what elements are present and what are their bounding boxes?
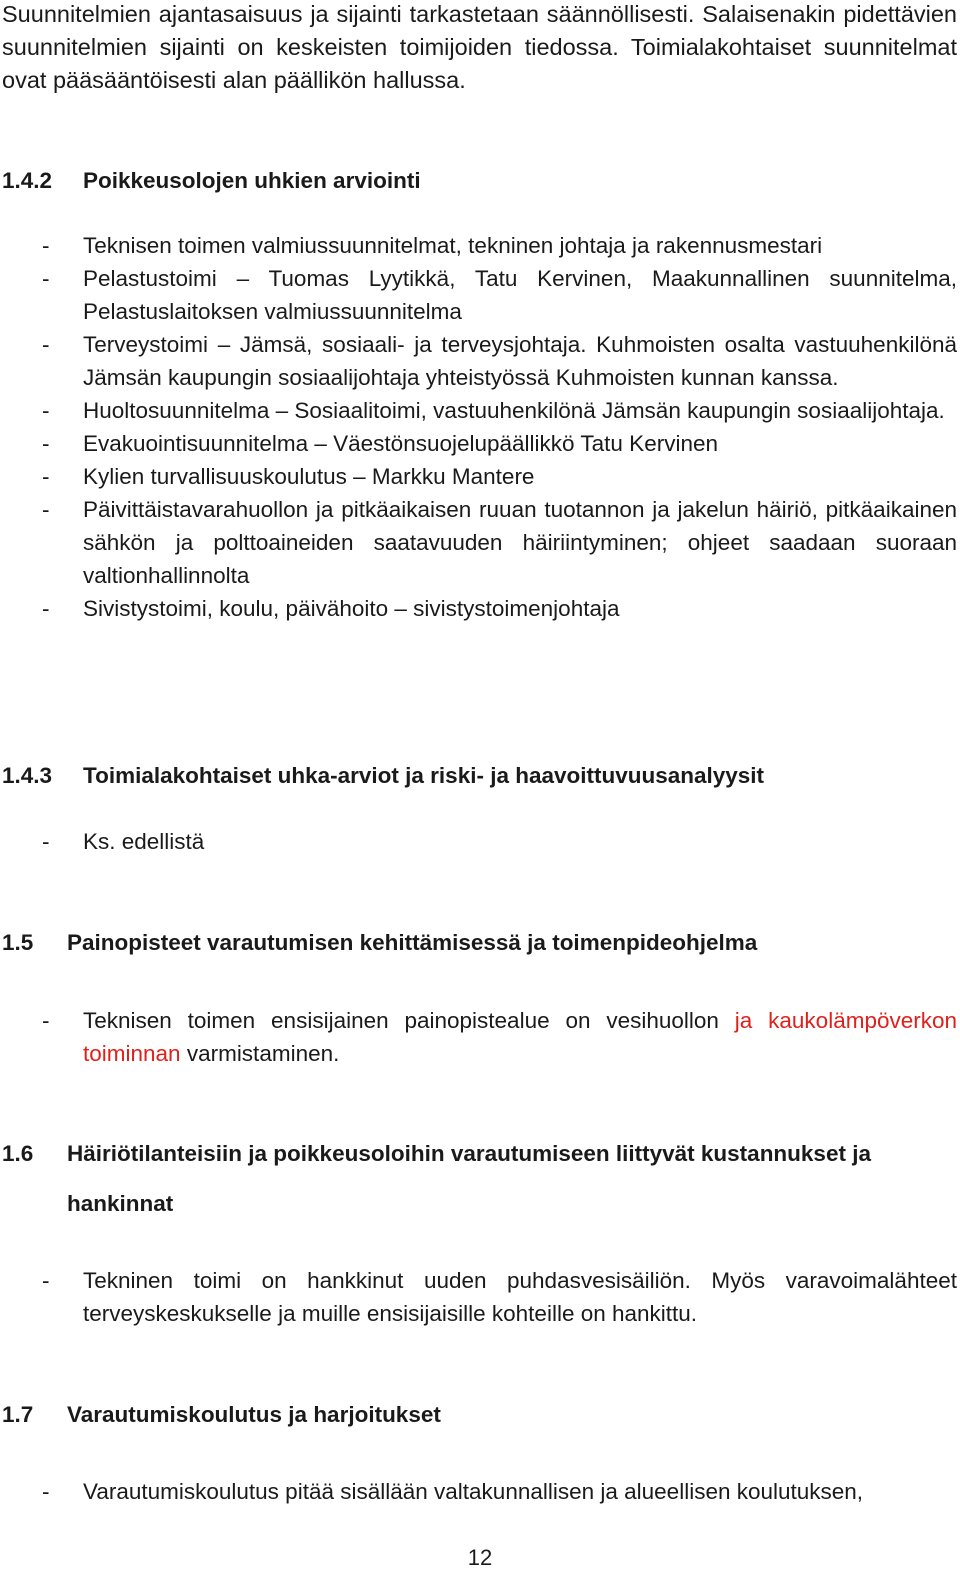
list-1-5 (0, 1004, 957, 1070)
list-item (0, 1004, 957, 1070)
dash-marker: - (42, 1008, 50, 1033)
list-item (0, 592, 957, 625)
list-item (0, 262, 957, 328)
dash-marker: - (42, 233, 50, 258)
dash-marker: - (42, 332, 50, 357)
list-item (0, 1264, 957, 1330)
list-item-text: Sivistystoimi, koulu, päivähoito – sivistystoimenjohtaja (83, 596, 620, 621)
dash-marker: - (42, 464, 50, 489)
highlighted-text: ja kaukolämpöverkon toiminnan (83, 1008, 958, 1066)
section-title: Häiriötilanteisiin ja poikkeusoloihin varautumiseen liittyvät kustannukset ja (67, 1141, 871, 1166)
section-title: Varautumiskoulutus ja harjoitukset (67, 1402, 441, 1427)
dash-marker: - (42, 398, 50, 423)
section-number: 1.6 (2, 1141, 34, 1166)
list-1-6 (0, 1264, 957, 1330)
section-heading-1-5 (2, 928, 757, 958)
list-item (0, 328, 957, 394)
list-item-text: Varautumiskoulutus pitää sisällään valtakunnallisen ja alueellisen koulutuksen, (83, 1479, 864, 1504)
section-heading-1-4-2 (2, 166, 421, 196)
list-item (0, 1475, 957, 1508)
dash-marker: - (42, 266, 50, 291)
list-item-text: Ks. edellistä (83, 829, 205, 854)
section-number: 1.5 (2, 930, 34, 955)
list-item (0, 460, 957, 493)
list-item-text: Pelastustoimi – Tuomas Lyytikkä, Tatu Kervinen, Maakunnallinen suunnitelma, Pelastuslaitoksen valmiussuunnitelma (83, 266, 957, 324)
section-number: 1.4.3 (2, 763, 53, 788)
dash-marker: - (42, 1268, 50, 1293)
dash-marker: - (42, 497, 50, 522)
list-item-text: Evakuointisuunnitelma – Väestönsuojelupäällikkö Tatu Kervinen (83, 431, 718, 456)
intro-paragraph: Suunnitelmien ajantasaisuus ja sijainti tarkastetaan säännöllisesti. Salaisenakin pidettävien suunnitelmien sijainti on keskeisten toimijoiden tiedossa. Toimialakohtaiset suunnitelmat ovat pääsääntöisesti alan päällikön hallussa. (2, 1, 957, 93)
list-1-7 (0, 1475, 957, 1508)
list-item (0, 229, 957, 262)
list-1-4-2 (0, 229, 957, 625)
section-title: Toimialakohtaiset uhka-arviot ja riski- ja haavoittuvuusanalyysit (83, 763, 765, 788)
list-item (0, 825, 957, 858)
list-item (0, 427, 957, 460)
dash-marker: - (42, 829, 50, 854)
section-number: 1.4.2 (2, 168, 53, 193)
list-item-text (83, 1008, 957, 1066)
section-title-continuation: hankinnat (67, 1191, 174, 1216)
list-item-text: Päivittäistavarahuollon ja pitkäaikaisen ruuan tuotannon ja jakelun häiriö, pitkäaikainen sähkön ja polttoaineiden saatavuuden häiriintyminen; ohjeet saadaan suoraan valtionhallinnolta (83, 497, 957, 588)
dash-marker: - (42, 431, 50, 456)
section-title: Painopisteet varautumisen kehittämisessä ja toimenpideohjelma (67, 930, 758, 955)
list-item-text: Teknisen toimen valmiussuunnitelmat, tekninen johtaja ja rakennusmestari (83, 233, 823, 258)
section-heading-1-7 (2, 1400, 441, 1430)
list-1-4-3 (0, 825, 957, 858)
section-heading-1-4-3 (2, 761, 764, 791)
text-segment: varmistaminen. (180, 1041, 340, 1066)
dash-marker: - (42, 1479, 50, 1504)
list-item-text: Tekninen toimi on hankkinut uuden puhdasvesisäiliön. Myös varavoimalähteet terveyskeskukselle ja muille ensisijaisille kohteille on hankittu. (83, 1268, 957, 1326)
list-item (0, 493, 957, 592)
section-number: 1.7 (2, 1402, 34, 1427)
text-segment: Teknisen toimen ensisijainen painopistealue on vesihuollon (83, 1008, 735, 1033)
section-heading-1-6 (2, 1139, 871, 1169)
list-item-text: Kylien turvallisuuskoulutus – Markku Mantere (83, 464, 535, 489)
list-item-text: Huoltosuunnitelma – Sosiaalitoimi, vastuuhenkilönä Jämsän kaupungin sosiaalijohtaja. (83, 398, 945, 423)
dash-marker: - (42, 596, 50, 621)
list-item (0, 394, 957, 427)
page-number: 12 (467, 1545, 493, 1570)
section-title: Poikkeusolojen uhkien arviointi (83, 168, 421, 193)
list-item-text: Terveystoimi – Jämsä, sosiaali- ja terveysjohtaja. Kuhmoisten osalta vastuuhenkilönä Jämsän kaupungin sosiaalijohtaja yhteistyössä Kuhmoisten kunnan kanssa. (83, 332, 957, 390)
